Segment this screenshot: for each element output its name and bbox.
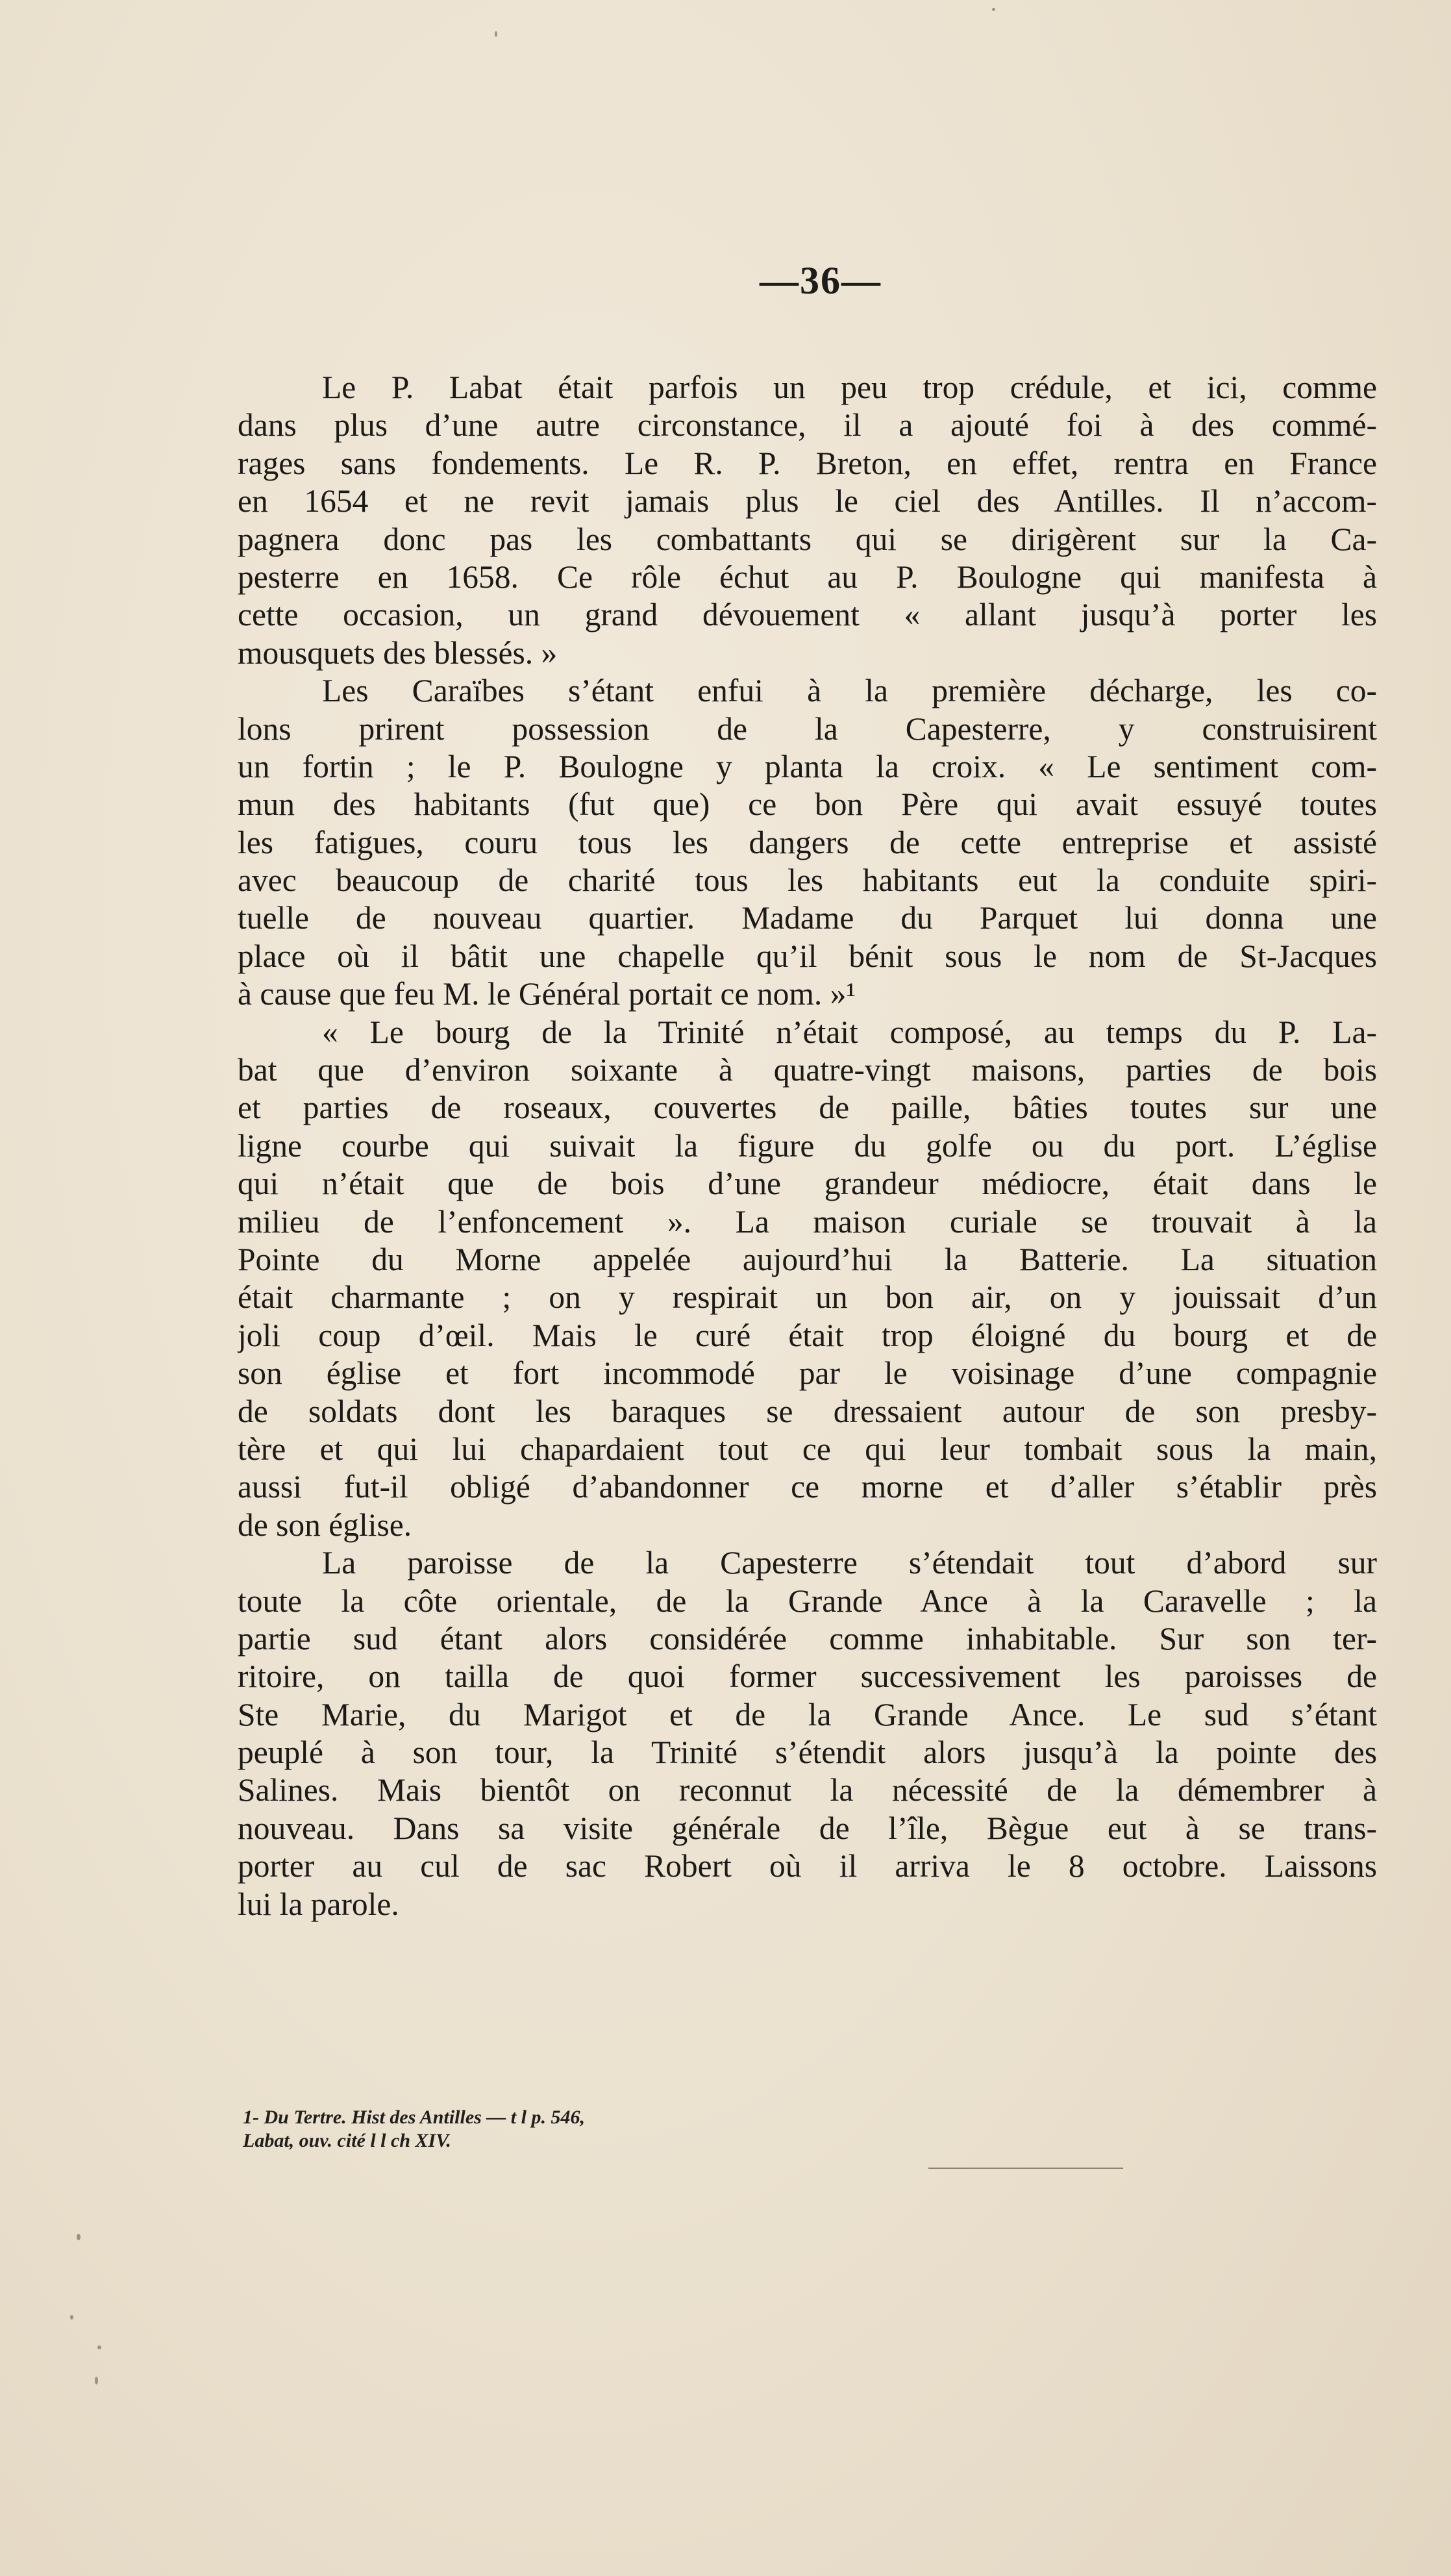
footnote: [243, 2106, 585, 2153]
text-line: mousquets des blessés. »: [238, 634, 558, 671]
text-line: Les Caraïbes s’étant enfui à la première décharge, les co-: [322, 673, 1377, 709]
text-line: lui la parole.: [238, 1886, 399, 1922]
text-line: partie sud étant alors considérée comme inhabitable. Sur son ter-: [238, 1620, 1377, 1657]
text-line: cette occasion, un grand dévouement « allant jusqu’à porter les: [238, 597, 1377, 633]
footnote-line: Labat, ouv. cité l l ch XIV.: [243, 2130, 451, 2151]
text-line: tuelle de nouveau quartier. Madame du Parquet lui donna une: [238, 900, 1377, 936]
paragraph-1: [238, 369, 1377, 672]
text-line: pesterre en 1658. Ce rôle échut au P. Boulogne qui manifesta à: [238, 558, 1377, 595]
text-line: lons prirent possession de la Capesterre, y construisirent: [238, 710, 1377, 747]
text-line: milieu de l’enfoncement ». La maison curiale se trouvait à la: [238, 1203, 1377, 1240]
text-line: La paroisse de la Capesterre s’étendait tout d’abord sur: [322, 1545, 1377, 1581]
page-number: —36—: [760, 259, 882, 302]
text-line: de soldats dont les baraques se dressaient autour de son presby-: [238, 1393, 1377, 1429]
body-text: [238, 369, 1377, 1923]
text-line: nouveau. Dans sa visite générale de l’île, Bègue eut à se trans-: [238, 1810, 1377, 1846]
text-line: Le P. Labat était parfois un peu trop crédule, et ici, comme: [322, 369, 1377, 405]
text-line: ligne courbe qui suivait la figure du golfe ou du port. L’église: [238, 1127, 1377, 1164]
text-line: toute la côte orientale, de la Grande Ance à la Caravelle ; la: [238, 1582, 1377, 1619]
text-line: tère et qui lui chapardaient tout ce qui leur tombait sous la main,: [238, 1431, 1377, 1467]
text-line: et parties de roseaux, couvertes de paille, bâties toutes sur une: [238, 1090, 1377, 1126]
text-line: mun des habitants (fut que) ce bon Père qui avait essuyé toutes: [238, 786, 1377, 823]
text-line: porter au cul de sac Robert où il arriva le 8 octobre. Laissons: [238, 1848, 1377, 1884]
text-line: les fatigues, couru tous les dangers de cette entreprise et assisté: [238, 824, 1377, 860]
text-line: ritoire, on tailla de quoi former successivement les paroisses de: [238, 1658, 1377, 1695]
text-line: « Le bourg de la Trinité n’était composé, au temps du P. La-: [322, 1014, 1377, 1050]
text-line: en 1654 et ne revit jamais plus le ciel des Antilles. Il n’accom-: [238, 483, 1377, 519]
text-line: avec beaucoup de charité tous les habitants eut la conduite spiri-: [238, 862, 1377, 899]
paper-speck: [495, 31, 497, 37]
text-line: un fortin ; le P. Boulogne y planta la croix. « Le sentiment com-: [238, 748, 1377, 784]
text-line: qui n’était que de bois d’une grandeur médiocre, était dans le: [238, 1166, 1377, 1202]
text-line: peuplé à son tour, la Trinité s’étendit alors jusqu’à la pointe des: [238, 1734, 1377, 1771]
text-line: rages sans fondements. Le R. P. Breton, en effet, rentra en France: [238, 445, 1377, 481]
paper-speck: [992, 8, 995, 11]
paper-speck: [95, 2377, 98, 2384]
text-line: dans plus d’une autre circonstance, il a ajouté foi à des commé-: [238, 407, 1377, 444]
text-line: Salines. Mais bientôt on reconnut la nécessité de la démembrer à: [238, 1772, 1377, 1808]
text-line: aussi fut-il obligé d’abandonner ce morne et d’aller s’établir près: [238, 1469, 1377, 1505]
text-line: était charmante ; on y respirait un bon air, on y jouissait d’un: [238, 1279, 1377, 1316]
footnote-line: 1- Du Tertre. Hist des Antilles — t l p. 546,: [243, 2107, 585, 2128]
paper-speck: [70, 2315, 73, 2320]
text-line: bat que d’environ soixante à quatre-vingt maisons, parties de bois: [238, 1052, 1377, 1088]
text-line: de son église.: [238, 1507, 412, 1543]
footnote-rule: [928, 2168, 1123, 2169]
text-line: Pointe du Morne appelée aujourd’hui la Batterie. La situation: [238, 1241, 1377, 1277]
paper-speck: [97, 2345, 101, 2349]
paper-speck: [77, 2234, 81, 2240]
paragraph-3: [238, 1014, 1377, 1544]
text-line: place où il bâtit une chapelle qu’il bénit sous le nom de St-Jacques: [238, 938, 1377, 974]
text-line: son église et fort incommodé par le voisinage d’une compagnie: [238, 1355, 1377, 1392]
paragraph-4: [238, 1544, 1377, 1923]
text-line: pagnera donc pas les combattants qui se dirigèrent sur la Ca-: [238, 521, 1377, 557]
paragraph-2: [238, 672, 1377, 1014]
text-line: à cause que feu M. le Général portait ce nom. »¹: [238, 976, 856, 1012]
text-line: joli coup d’œil. Mais le curé était trop éloigné du bourg et de: [238, 1317, 1377, 1353]
text-line: Ste Marie, du Marigot et de la Grande Ance. Le sud s’étant: [238, 1696, 1377, 1732]
